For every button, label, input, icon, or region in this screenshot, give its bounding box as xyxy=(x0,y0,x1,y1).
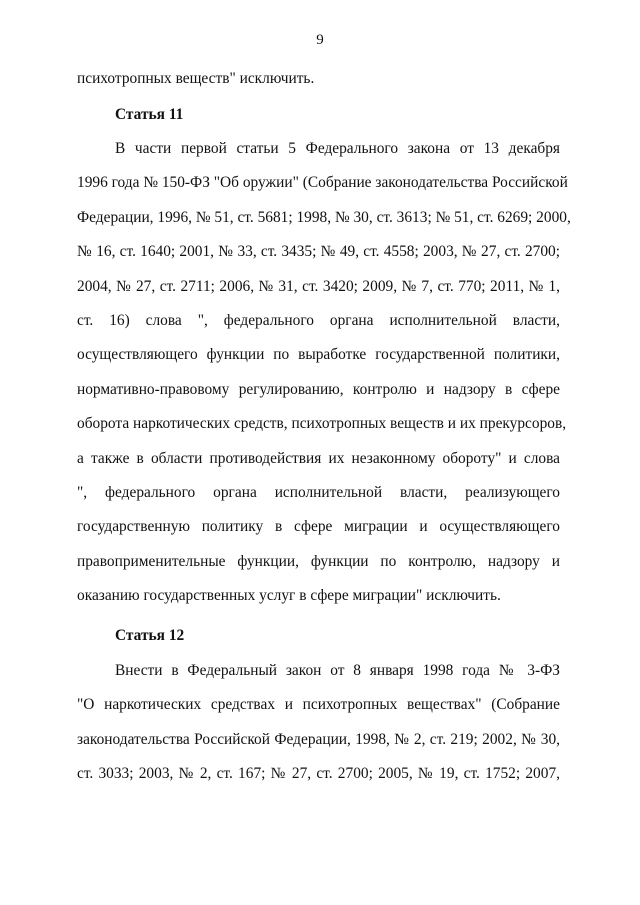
lead-paragraph xyxy=(77,62,560,96)
text-line: Федерации, 1996, № 51, ст. 5681; 1998, № 30, ст. 3613; № 51, ст. 6269; 2000, xyxy=(77,208,571,226)
article-11-paragraph xyxy=(77,132,571,613)
text-line: оказанию государственных услуг в сфере миграции" исключить. xyxy=(77,587,501,605)
article-12-heading: Статья 12 xyxy=(115,627,185,644)
text-line: ст. 16) слова ", федерального органа исполнительной власти, xyxy=(77,311,560,329)
page-number: 9 xyxy=(316,32,324,48)
text-line: В части первой статьи 5 Федерального закона от 13 декабря xyxy=(115,140,560,157)
text-line: психотропных веществ" исключить. xyxy=(77,70,315,87)
text-line: законодательства Российской Федерации, 1998, № 2, ст. 219; 2002, № 30, xyxy=(77,730,560,748)
text-line: а также в области противодействия их незаконному обороту" и слова xyxy=(77,449,560,467)
text-line: государственную политику в сфере миграции и осуществляющего xyxy=(77,518,560,536)
text-line: Внести в Федеральный закон от 8 января 1998 года № 3-ФЗ xyxy=(115,662,560,679)
text-line: 1996 года № 150-ФЗ "Об оружии" (Собрание законодательства Российской xyxy=(77,174,568,192)
text-line: оборота наркотических средств, психотропных веществ и их прекурсоров, xyxy=(77,415,567,433)
text-line: правоприменительные функции, функции по контролю, надзору и xyxy=(77,552,560,570)
text-line: № 16, ст. 1640; 2001, № 33, ст. 3435; № 49, ст. 4558; 2003, № 27, ст. 2700; xyxy=(77,243,560,261)
text-line: ", федерального органа исполнительной власти, реализующего xyxy=(77,483,560,501)
text-line: "О наркотических средствах и психотропных веществах" (Собрание xyxy=(77,696,560,714)
text-line: нормативно-правовому регулированию, контролю и надзору в сфере xyxy=(77,380,560,398)
text-line: 2004, № 27, ст. 2711; 2006, № 31, ст. 3420; 2009, № 7, ст. 770; 2011, № 1, xyxy=(77,277,560,295)
article-11-heading: Статья 11 xyxy=(115,106,184,123)
text-line: ст. 3033; 2003, № 2, ст. 167; № 27, ст. 2700; 2005, № 19, ст. 1752; 2007, xyxy=(77,765,560,783)
text-line: осуществляющего функции по выработке государственной политики, xyxy=(77,346,560,364)
article-12-paragraph xyxy=(77,654,560,792)
